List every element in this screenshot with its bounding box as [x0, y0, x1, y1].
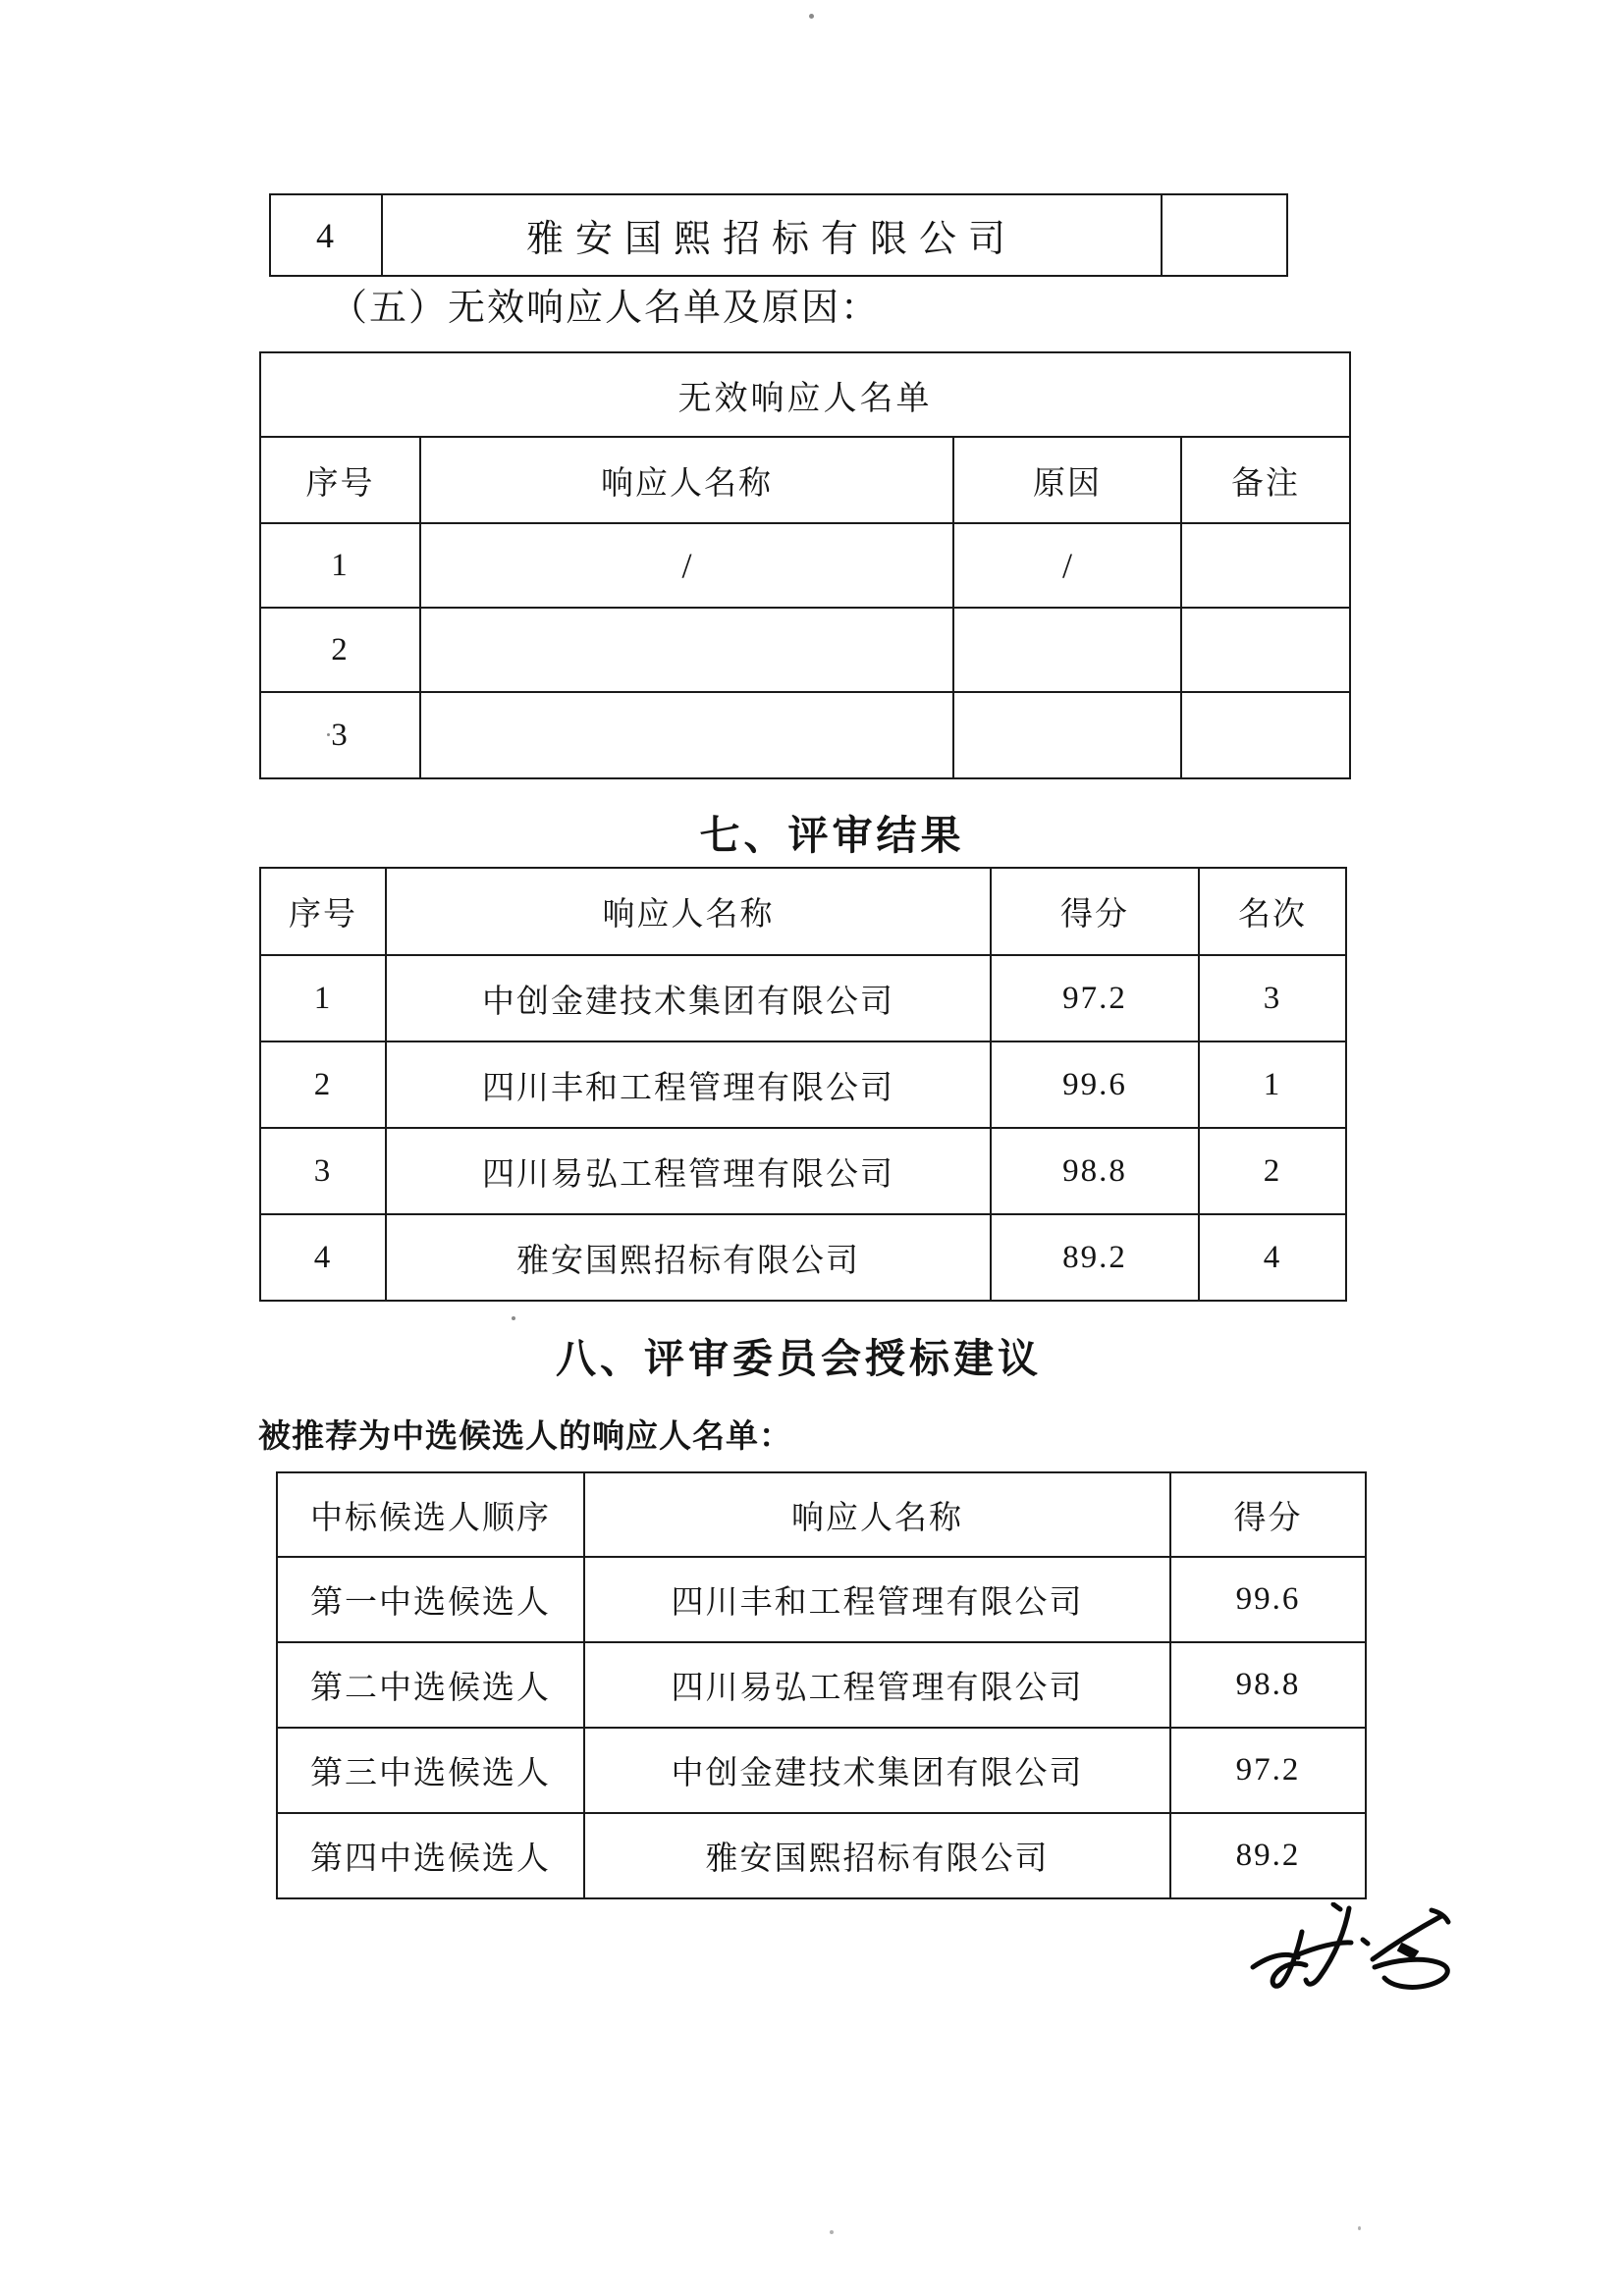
table-row	[277, 1728, 1366, 1813]
section-5-heading: （五）无效响应人名单及原因：	[330, 288, 881, 329]
section-7-heading: 七、评审结果	[699, 813, 965, 858]
scan-speck	[830, 2230, 834, 2234]
table-row	[260, 523, 1350, 608]
respondent-name-cell: 四川易弘工程管理有限公司	[584, 1642, 1170, 1728]
header-candidate-order: 中标候选人顺序	[277, 1472, 584, 1557]
table-row	[260, 955, 1346, 1041]
sequence-cell: 4	[260, 1214, 386, 1301]
table-header-row	[260, 868, 1346, 955]
score-cell: 97.2	[1170, 1728, 1366, 1813]
header-respondent-name: 响应人名称	[386, 868, 991, 955]
header-score: 得分	[991, 868, 1199, 955]
candidate-order-cell: 第一中选候选人	[277, 1557, 584, 1642]
remark-cell	[1181, 692, 1350, 778]
score-cell: 97.2	[991, 955, 1199, 1041]
table-header-row	[260, 437, 1350, 523]
score-cell: 98.8	[1170, 1642, 1366, 1728]
table-row	[260, 608, 1350, 692]
respondent-list-table-continued	[269, 193, 1288, 277]
table-row	[277, 1557, 1366, 1642]
reason-cell: /	[953, 523, 1181, 608]
table-row	[260, 1041, 1346, 1128]
header-rank: 名次	[1199, 868, 1346, 955]
section-8-heading: 八、评审委员会授标建议	[556, 1336, 1042, 1381]
respondent-name-cell	[420, 692, 953, 778]
reason-cell	[953, 692, 1181, 778]
table-row	[270, 194, 1287, 276]
rank-cell: 3	[1199, 955, 1346, 1041]
respondent-name-cell: 四川丰和工程管理有限公司	[584, 1557, 1170, 1642]
scan-speck	[327, 733, 330, 736]
header-score: 得分	[1170, 1472, 1366, 1557]
candidate-order-cell: 第四中选候选人	[277, 1813, 584, 1898]
scan-speck	[1358, 2226, 1361, 2230]
sequence-cell: 2	[260, 1041, 386, 1128]
table-row	[260, 1214, 1346, 1301]
score-cell: 89.2	[1170, 1813, 1366, 1898]
rank-cell: 4	[1199, 1214, 1346, 1301]
respondent-name-cell: 中创金建技术集团有限公司	[386, 955, 991, 1041]
score-cell: 89.2	[991, 1214, 1199, 1301]
table-row	[260, 692, 1350, 778]
respondent-name-cell: 雅安国熙招标有限公司	[584, 1813, 1170, 1898]
rank-cell: 1	[1199, 1041, 1346, 1128]
respondent-name-cell: 中创金建技术集团有限公司	[584, 1728, 1170, 1813]
respondent-name-cell: 雅安国熙招标有限公司	[386, 1214, 991, 1301]
recommended-candidates-label: 被推荐为中选候选人的响应人名单：	[258, 1417, 792, 1454]
respondent-name-cell: 四川丰和工程管理有限公司	[386, 1041, 991, 1128]
header-seq: 序号	[260, 437, 420, 523]
scan-speck	[809, 14, 814, 19]
invalid-respondents-table	[259, 351, 1351, 779]
table-title-row	[260, 352, 1350, 437]
scan-speck	[512, 1316, 515, 1320]
header-seq: 序号	[260, 868, 386, 955]
respondent-name-cell: /	[420, 523, 953, 608]
sequence-cell: 1	[260, 523, 420, 608]
sequence-cell: 3	[260, 1128, 386, 1214]
respondent-name-cell: 雅安国熙招标有限公司	[382, 194, 1162, 276]
remark-cell	[1181, 523, 1350, 608]
remark-cell	[1181, 608, 1350, 692]
header-respondent-name: 响应人名称	[420, 437, 953, 523]
score-cell: 99.6	[991, 1041, 1199, 1128]
handwritten-signature	[1239, 1902, 1480, 2010]
table-row	[260, 1128, 1346, 1214]
evaluation-result-table	[259, 867, 1347, 1302]
header-reason: 原因	[953, 437, 1181, 523]
score-cell: 98.8	[991, 1128, 1199, 1214]
empty-cell	[1162, 194, 1287, 276]
table-header-row	[277, 1472, 1366, 1557]
sequence-cell: 3	[260, 692, 420, 778]
respondent-name-cell	[420, 608, 953, 692]
table-row	[277, 1642, 1366, 1728]
header-respondent-name: 响应人名称	[584, 1472, 1170, 1557]
sequence-cell: 4	[270, 194, 382, 276]
award-candidates-table	[276, 1471, 1367, 1899]
candidate-order-cell: 第二中选候选人	[277, 1642, 584, 1728]
table-title: 无效响应人名单	[260, 352, 1350, 437]
header-remark: 备注	[1181, 437, 1350, 523]
respondent-name-cell: 四川易弘工程管理有限公司	[386, 1128, 991, 1214]
sequence-cell: 2	[260, 608, 420, 692]
reason-cell	[953, 608, 1181, 692]
rank-cell: 2	[1199, 1128, 1346, 1214]
sequence-cell: 1	[260, 955, 386, 1041]
score-cell: 99.6	[1170, 1557, 1366, 1642]
candidate-order-cell: 第三中选候选人	[277, 1728, 584, 1813]
table-row	[277, 1813, 1366, 1898]
